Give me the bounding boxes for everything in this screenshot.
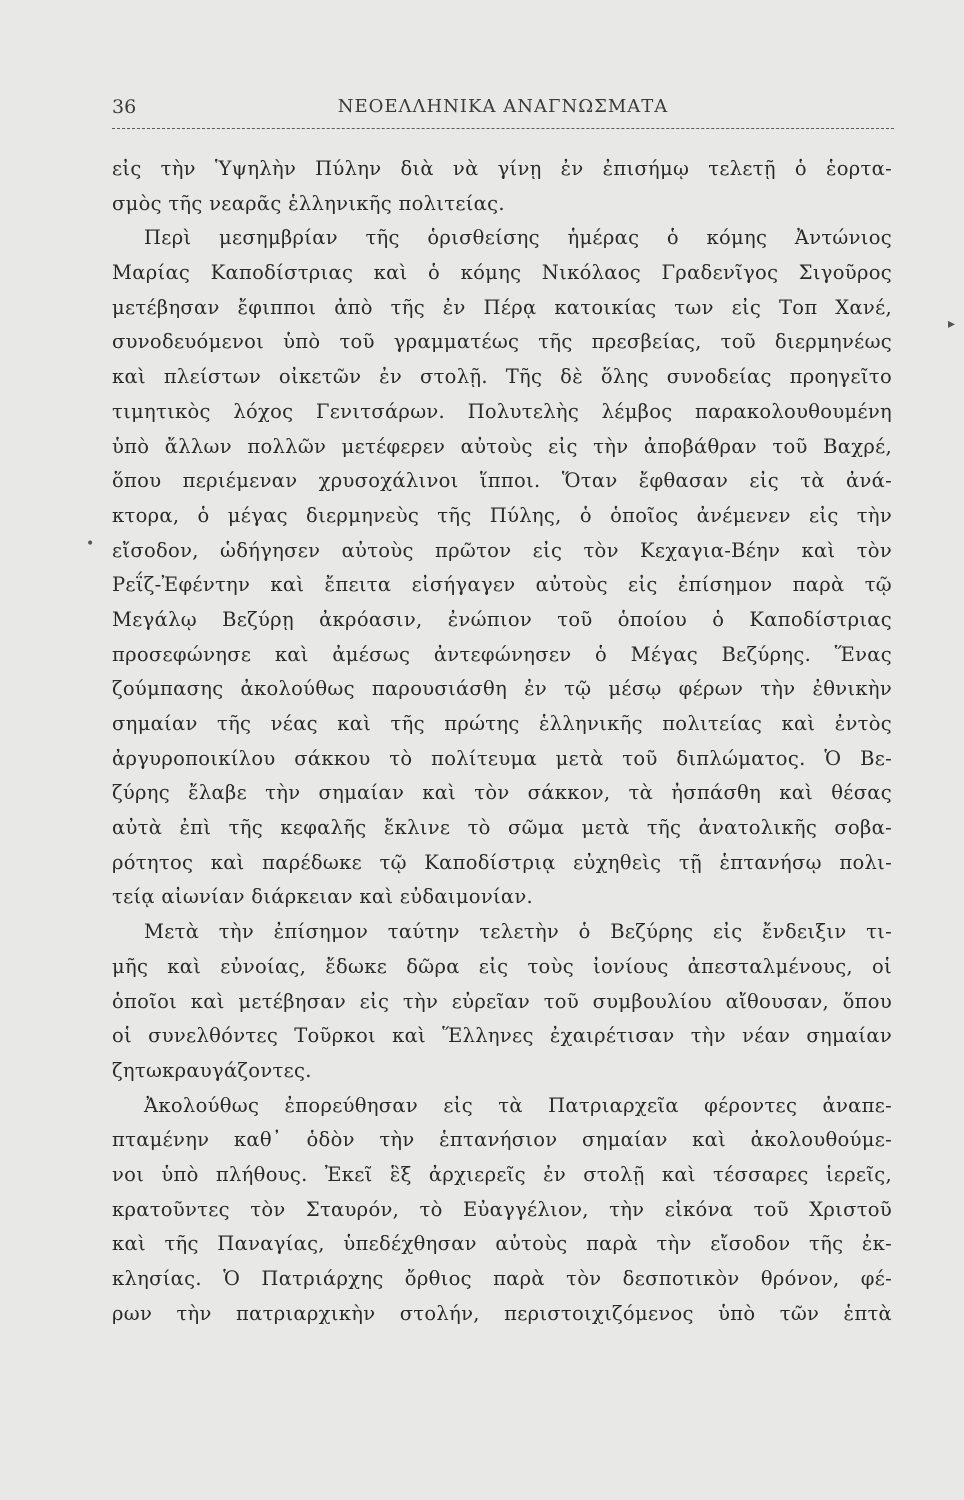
text-line: εἴσοδον, ὡδήγησεν αὐτοὺς πρῶτον εἰς τὸν Κεχαγια-Βέην καὶ τὸν (112, 538, 892, 562)
text-line: αὐτὰ ἐπὶ τῆς κεφαλῆς ἔκλινε τὸ σῶμα μετὰ τῆς ἀνατολικῆς σοβα- (112, 816, 892, 840)
text-line: ζούμπασης ἀκολούθως παρουσιάσθη ἐν τῷ μέσῳ φέρων τὴν ἐθνικὴν (112, 677, 892, 701)
text-line: μῆς καὶ εὐνοίας, ἔδωκε δῶρα εἰς τοὺς ἰονίους ἀπεσταλμένους, οἱ (112, 954, 892, 978)
text-line: οἱ συνελθόντες Τοῦρκοι καὶ Ἕλληνες ἐχαιρέτισαν τὴν νέαν σημαίαν (112, 1024, 892, 1048)
text-line: ρότητος καὶ παρέδωκε τῷ Καποδίστριᾳ εὐχηθεὶς τῇ ἑπτανήσῳ πολι- (112, 850, 892, 874)
text-line: ὁποῖοι καὶ μετέβησαν εἰς τὴν εὐρεῖαν τοῦ συμβουλίου αἴθουσαν, ὅπου (112, 989, 892, 1013)
text-line: ὅπου περιέμεναν χρυσοχάλινοι ἵπποι. Ὅταν ἔφθασαν εἰς τὰ ἀνά- (112, 469, 892, 493)
text-line: Μεγάλῳ Βεζύρῃ ἀκρόασιν, ἐνώπιον τοῦ ὁποίου ὁ Καποδίστριας (112, 607, 892, 631)
text-line: σμὸς τῆς νεαρᾶς ἑλληνικῆς πολιτείας. (112, 191, 505, 215)
text-line: Ρεΐζ-Ἐφέντην καὶ ἔπειτα εἰσήγαγεν αὐτοὺς εἰς ἐπίσημον παρὰ τῷ (112, 573, 892, 597)
text-line: καὶ πλείστων οἰκετῶν ἐν στολῇ. Τῆς δὲ ὅλης συνοδείας προηγεῖτο (112, 365, 892, 389)
text-line: Μαρίας Καποδίστριας καὶ ὁ κόμης Νικόλαος Γραδενῖγος Σιγοῦρος (112, 261, 892, 285)
text-line: μετέβησαν ἔφιπποι ἀπὸ τῆς ἐν Πέρᾳ κατοικίας των εἰς Τοπ Χανέ, (112, 295, 892, 319)
margin-bullet: • (86, 536, 95, 552)
text-line: ζητωκραυγάζοντες. (112, 1058, 312, 1082)
margin-tick: ▸ (948, 316, 956, 332)
page-header (112, 94, 894, 129)
text-line: σημαίαν τῆς νέας καὶ τῆς πρώτης ἑλληνικῆς πολιτείας καὶ ἐντὸς (112, 712, 892, 735)
text-line: συνοδευόμενοι ὑπὸ τοῦ γραμματέως τῆς πρεσβείας, τοῦ διερμηνέως (112, 330, 892, 354)
text-line: ἀργυροποικίλου σάκκου τὸ πολίτευμα μετὰ τοῦ διπλώματος. Ὁ Βε- (112, 746, 892, 770)
text-line: νοι ὑπὸ πλήθους. Ἐκεῖ ἓξ ἀρχιερεῖς ἐν στολῇ καὶ τέσσαρες ἱερεῖς, (112, 1162, 892, 1186)
text-line: εἰς τὴν Ὑψηλὴν Πύλην διὰ νὰ γίνῃ ἐν ἐπισήμῳ τελετῇ ὁ ἑορτα- (112, 157, 892, 180)
text-line: καὶ τῆς Παναγίας, ὑπεδέχθησαν αὐτοὺς παρὰ τὴν εἴσοδον τῆς ἐκ- (112, 1232, 892, 1256)
running-title: ΝΕΟΕΛΛΗΝΙΚΑ ΑΝΑΓΝΩΣΜΑΤΑ (337, 96, 669, 117)
text-line: ὑπὸ ἄλλων πολλῶν μετέφερεν αὐτοὺς εἰς τὴν ἀποβάθραν τοῦ Βαχρέ, (112, 434, 892, 458)
text-line: ζύρης ἔλαβε τὴν σημαίαν καὶ τὸν σάκκον, τὰ ἠσπάσθη καὶ θέσας (112, 781, 892, 805)
text-line: κρατοῦντες τὸν Σταυρόν, τὸ Εὐαγγέλιον, τὴν εἰκόνα τοῦ Χριστοῦ (112, 1197, 892, 1221)
text-line: τείᾳ αἰωνίαν διάρκειαν καὶ εὐδαιμονίαν. (112, 885, 534, 909)
body-text (112, 152, 892, 1331)
text-line: κλησίας. Ὁ Πατριάρχης ὄρθιος παρὰ τὸν δεσποτικὸν θρόνον, φέ- (112, 1267, 892, 1290)
text-line: Ἀκολούθως ἐπορεύθησαν εἰς τὰ Πατριαρχεῖα φέροντες ἀναπε- (144, 1093, 892, 1117)
text-line: κτορα, ὁ μέγας διερμηνεὺς τῆς Πύλης, ὁ ὁποῖος ἀνέμενεν εἰς τὴν (112, 503, 892, 527)
page-number: 36 (112, 96, 137, 118)
text-line: Μετὰ τὴν ἐπίσημον ταύτην τελετὴν ὁ Βεζύρης εἰς ἔνδειξιν τι- (144, 920, 892, 944)
text-line: πταμένην καθ᾽ ὁδὸν τὴν ἑπτανήσιον σημαίαν καὶ ἀκολουθούμε- (112, 1128, 892, 1152)
text-line: ρων τὴν πατριαρχικὴν στολήν, περιστοιχιζόμενος ὑπὸ τῶν ἑπτὰ (112, 1301, 892, 1325)
text-line: προσεφώνησε καὶ ἀμέσως ἀντεφώνησεν ὁ Μέγας Βεζύρης. Ἕνας (112, 642, 892, 666)
text-line: τιμητικὸς λόχος Γενιτσάρων. Πολυτελὴς λέμβος παρακολουθουμένη (112, 399, 892, 423)
text-line: Περὶ μεσημβρίαν τῆς ὁρισθείσης ἡμέρας ὁ κόμης Ἀντώνιος (144, 226, 892, 250)
